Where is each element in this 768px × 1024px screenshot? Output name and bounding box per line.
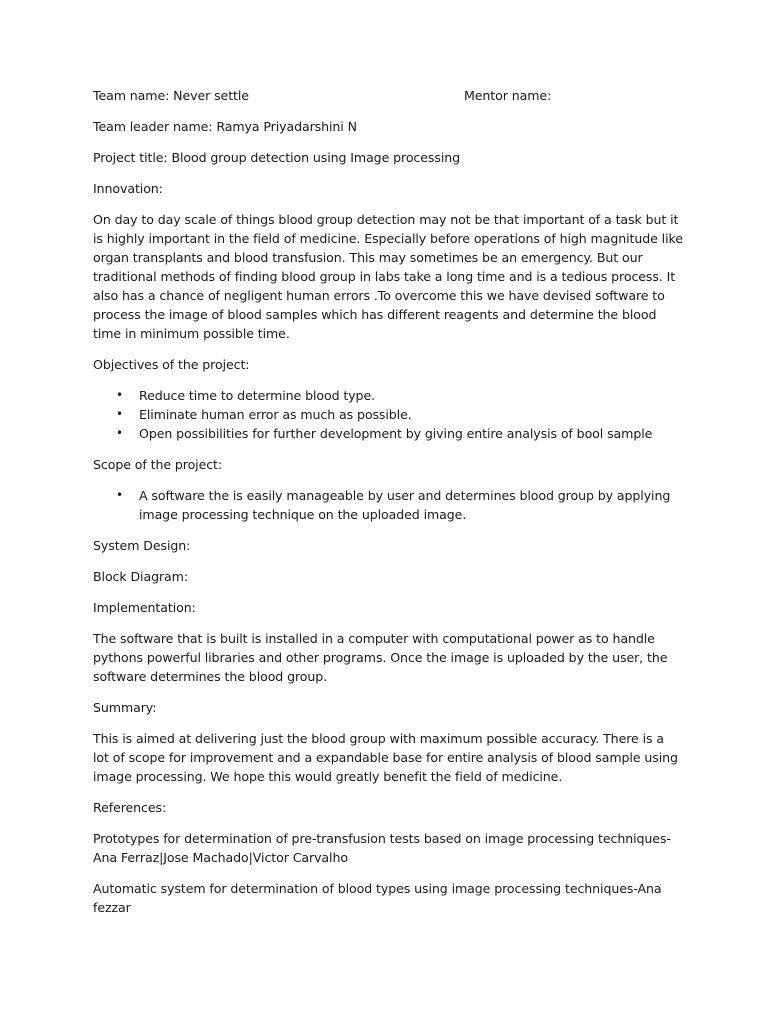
reference-item: Prototypes for determination of pre-transfusion tests based on image processing techniques- Ana Ferraz|Jose Machado|Victor Carvalho [93,831,671,865]
references-heading: References: [93,800,167,815]
mentor-name: Mentor name: [464,88,552,103]
system-design-heading: System Design: [93,538,191,553]
scope-list [93,486,683,524]
innovation-heading: Innovation: [93,181,163,196]
project-title: Project title: Blood group detection using Image processing [93,150,460,165]
list-item: • A software the is easily manageable by user and determines blood group by applying image processing technique on the uploaded image. [116,488,671,522]
list-item: • Eliminate human error as much as possible. [116,407,412,422]
bullet-icon: • [116,426,123,440]
bullet-icon: • [116,488,123,502]
objectives-list [93,386,683,443]
team-leader-name: Team leader name: Ramya Priyadarshini N [93,119,357,134]
objectives-heading: Objectives of the project: [93,357,250,372]
innovation-paragraph: On day to day scale of things blood group detection may not be that important of a task but it is highly important in the field of medicine. Especially before operations of high magnitude like organ transplants and blood transfusion. This may sometimes be an emergency. But our traditional methods of finding blood group in labs take a long time and is a tedious process. It also has a chance of negligent human errors .To overcome this we have devised software to process the image of blood samples which has different reagents and determine the blood time in minimum possible time. [93,212,683,341]
summary-heading: Summary: [93,700,157,715]
bullet-icon: • [116,407,123,421]
list-item: • Open possibilities for further development by giving entire analysis of bool sample [116,426,653,441]
implementation-heading: Implementation: [93,600,196,615]
implementation-paragraph: The software that is built is installed in a computer with computational power as to handle pythons powerful libraries and other programs. Once the image is uploaded by the user, the software determines the blood group. [93,631,668,684]
block-diagram-heading: Block Diagram: [93,569,188,584]
summary-paragraph: This is aimed at delivering just the blood group with maximum possible accuracy. There is a lot of scope for improvement and a expandable base for entire analysis of blood sample using image processing. We hope this would greatly benefit the field of medicine. [93,731,678,784]
team-name: Team name: Never settle [93,88,249,103]
list-item: • Reduce time to determine blood type. [116,388,376,403]
team-mentor-row [93,86,683,105]
document-body [93,86,683,929]
reference-item: Automatic system for determination of blood types using image processing techniques-Ana fezzar [93,881,662,915]
scope-heading: Scope of the project: [93,457,223,472]
bullet-icon: • [116,388,123,402]
